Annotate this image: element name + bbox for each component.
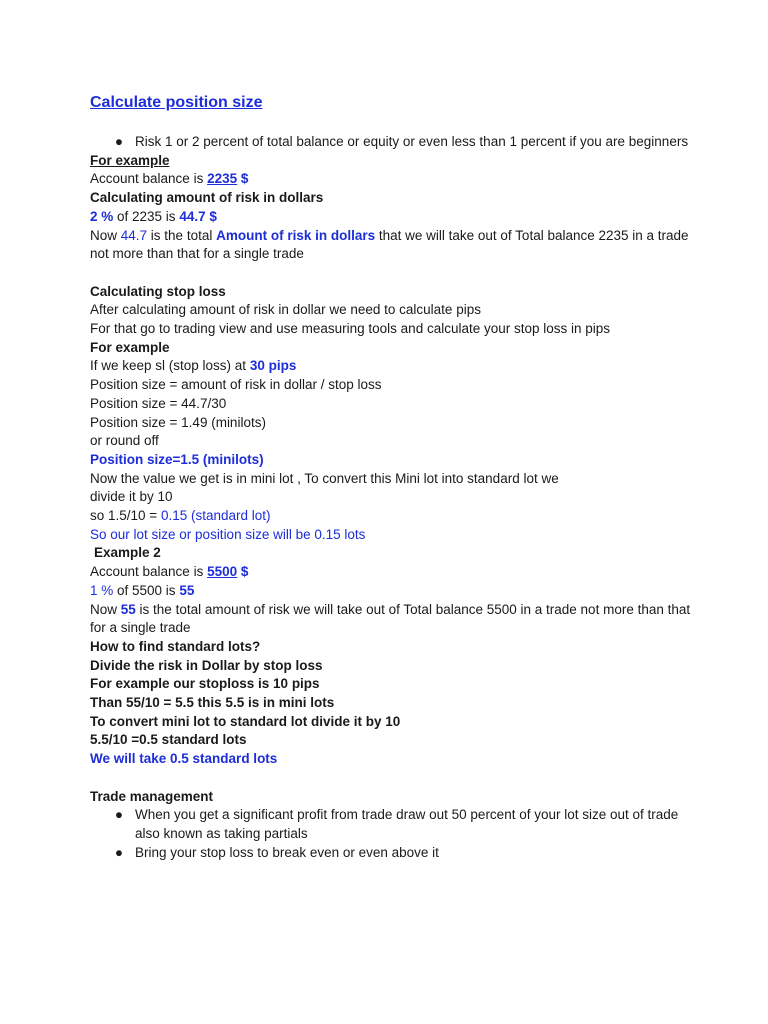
now-prefix: Now bbox=[90, 601, 121, 617]
sl-prefix: If we keep sl (stop loss) at bbox=[90, 358, 250, 374]
balance-value: 5500 bbox=[207, 564, 238, 580]
bullet-icon: ● bbox=[114, 844, 124, 860]
now-value: 44.7 bbox=[120, 227, 148, 243]
spacer bbox=[90, 264, 698, 283]
intro-bullet-list bbox=[90, 133, 698, 152]
formula-line-3: Position size = 1.49 (minilots) bbox=[90, 414, 266, 430]
now-suffix: that we will take out of Total balance 2235 in a trade not more than that for a single trade bbox=[90, 227, 689, 262]
balance-currency: $ bbox=[237, 171, 249, 187]
now-bold: Amount of risk in dollars bbox=[216, 227, 376, 243]
standard-lots-question: How to find standard lots? bbox=[90, 638, 261, 654]
balance-label: Account balance is bbox=[90, 171, 208, 187]
balance-currency: $ bbox=[237, 564, 249, 580]
example1-balance-line bbox=[90, 170, 698, 189]
intro-bullet-text: Risk 1 or 2 percent of total balance or equity or even less than 1 percent if you are beginners bbox=[135, 134, 689, 149]
example2-step-3: Than 55/10 = 5.5 this 5.5 is in mini lots bbox=[90, 695, 335, 711]
example2-explanation bbox=[90, 601, 698, 638]
risk-heading: Calculating amount of risk in dollars bbox=[90, 190, 324, 206]
now-suffix: is the total amount of risk we will take out of Total balance 5500 in a trade not more than that for a single trade bbox=[90, 601, 691, 636]
stoploss-line2: For that go to trading view and use measuring tools and calculate your stop loss in pips bbox=[90, 321, 611, 337]
risk-value: 55 bbox=[179, 582, 195, 598]
list-item bbox=[90, 844, 698, 863]
convert-line-1: Now the value we get is in mini lot , To convert this Mini lot into standard lot we bbox=[90, 470, 559, 486]
risk-explanation bbox=[90, 227, 698, 264]
risk-percent: 2 % bbox=[90, 208, 114, 224]
position-size-result: Position size=1.5 (minilots) bbox=[90, 451, 264, 467]
example2-conclusion: We will take 0.5 standard lots bbox=[90, 751, 278, 767]
so-prefix: so 1.5/10 = bbox=[90, 508, 161, 524]
now-mid: is the total bbox=[147, 227, 217, 243]
trade-management-heading: Trade management bbox=[90, 788, 214, 804]
risk-calc-line bbox=[90, 208, 698, 227]
so-value: 0.15 (standard lot) bbox=[160, 508, 271, 524]
risk-of-text: of 5500 is bbox=[113, 582, 180, 598]
list-item bbox=[90, 133, 698, 152]
example2-step-1: Divide the risk in Dollar by stop loss bbox=[90, 657, 323, 673]
example2-heading: Example 2 bbox=[94, 545, 161, 561]
formula-line-2: Position size = 44.7/30 bbox=[90, 395, 227, 411]
risk-of-text: of 2235 is bbox=[113, 208, 180, 224]
sl-line bbox=[90, 357, 698, 376]
risk-value: 44.7 $ bbox=[179, 208, 217, 224]
example2-risk-line bbox=[90, 582, 698, 601]
formula-line-1: Position size = amount of risk in dollar / stop loss bbox=[90, 377, 382, 393]
list-item bbox=[90, 806, 698, 843]
now-value: 55 bbox=[120, 601, 136, 617]
risk-percent: 1 % bbox=[90, 582, 114, 598]
page-title[interactable]: Calculate position size bbox=[90, 94, 263, 111]
bullet-icon: ● bbox=[114, 134, 124, 149]
lot-size-conclusion: So our lot size or position size will be 0.15 lots bbox=[90, 526, 366, 542]
example1-heading: For example bbox=[90, 152, 170, 168]
spacer bbox=[90, 769, 698, 788]
convert-line-2: divide it by 10 bbox=[90, 489, 173, 505]
trade-management-item-2: Bring your stop loss to break even or even above it bbox=[135, 844, 439, 860]
trade-management-list bbox=[90, 806, 698, 862]
example2-step-4: To convert mini lot to standard lot divide it by 10 bbox=[90, 713, 401, 729]
trade-management-item-1: When you get a significant profit from trade draw out 50 percent of your lot size out of trade also known as taking partials bbox=[135, 807, 679, 841]
so-line bbox=[90, 507, 698, 526]
bullet-icon: ● bbox=[114, 807, 124, 823]
balance-label: Account balance is bbox=[90, 564, 208, 580]
stoploss-line1: After calculating amount of risk in dollar we need to calculate pips bbox=[90, 302, 481, 318]
example2-step-2: For example our stoploss is 10 pips bbox=[90, 676, 320, 692]
round-off-line: or round off bbox=[90, 433, 159, 449]
balance-value: 2235 bbox=[207, 171, 238, 187]
now-prefix: Now bbox=[90, 227, 121, 243]
example2-balance-line bbox=[90, 563, 698, 582]
sl-value: 30 pips bbox=[249, 358, 297, 374]
stoploss-example-heading: For example bbox=[90, 339, 170, 355]
stoploss-heading: Calculating stop loss bbox=[90, 283, 226, 299]
example2-step-5: 5.5/10 =0.5 standard lots bbox=[90, 732, 247, 748]
